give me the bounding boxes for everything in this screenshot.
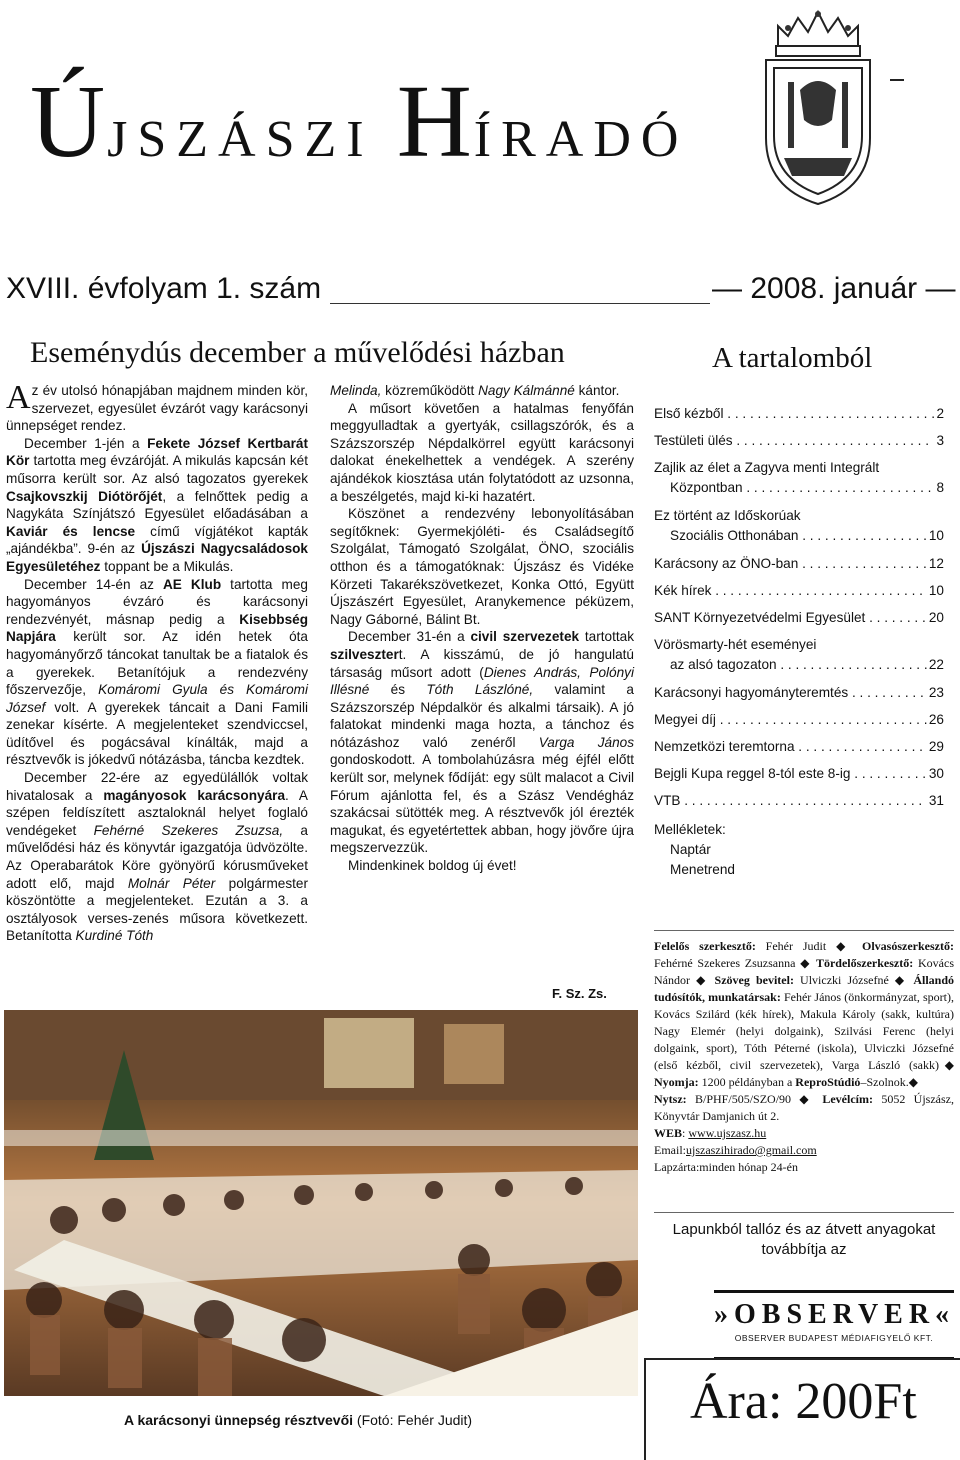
text: December 31-én a: [348, 629, 471, 645]
toc-label: VTB . . .: [654, 791, 927, 818]
credit-label: ReproStúdió: [795, 1075, 861, 1089]
text: és: [369, 682, 427, 698]
event-photo: [4, 1010, 638, 1396]
masthead-title: [30, 64, 720, 180]
article-paragraph: [330, 382, 634, 400]
text: a művelődési ház és könyvtár igazgatója üdvözölte. Az Operabarátok Köre gyönyörű kórusműveket adott elő, majd: [6, 822, 308, 891]
masthead-word2: ÍRADÓ: [473, 111, 689, 168]
text: tartottak: [579, 629, 635, 645]
divider: [654, 930, 954, 931]
masthead-initial-h: H: [396, 64, 474, 179]
toc-item: [654, 791, 944, 818]
supplement-item: Menetrend: [670, 862, 735, 877]
credit-value: 5052 Újszász, Könyvtár Damjanich út 2.: [654, 1092, 955, 1123]
credit-label: Tördelőszerkesztő:: [815, 956, 914, 970]
toc-item: [654, 635, 944, 683]
credit-label: Szöveg bevitel:: [714, 973, 794, 987]
text-italic: Komáromi Gyula és Komáromi József: [6, 682, 308, 715]
masthead-initial-u: Ú: [30, 64, 108, 179]
text: kántor.: [574, 383, 620, 398]
supplements-title: Mellékletek:: [654, 822, 726, 837]
toc-page: 26: [928, 712, 944, 727]
article-paragraph: [6, 435, 308, 576]
editorial-credits: Felelős szerkesztő: Fehér Judit ◆ Olvasószerkesztő: Fehérné Szekeres Zsuzsanna ◆ Tördelőszerkesztő: Kovács Nándor ◆ Szöveg bevitel: Ulviczki Józsefné ◆ Állandó tudósítók, munkatársak: Fehér János (önkormányzat, sport), Kovács Szilárd (kék hírek), Makula Károly (sakk, kultúra) Nagy Elemér (helyi dolgaink), Szilvási Ferenc (helyi dolgaink, sport), Tóth Péterné (iskola), Ulviczki Józsefné (első kézből, civil szervezetek), Varga László (sakk)◆ Nyomja: 1200 példányban a ReproStúdió–Szolnok.◆ Nytsz: B/PHF/505/SZO/90 ◆ Levélcím: 5052 Újszász, Könyvtár Damjanich út 2. WEB: www.ujszasz.hu Email:ujszaszihirado@gmail.com Lapzárta:minden hónap 24-én: [654, 939, 955, 1174]
text-italic: Tóth Lászlóné,: [426, 682, 534, 698]
article-headline: Eseménydús december a művelődési házban: [30, 336, 565, 369]
toc-item: [654, 431, 944, 458]
diamond-icon: ◆: [696, 973, 709, 987]
diamond-icon: ◆: [800, 956, 812, 970]
credit-label: Nyomja:: [654, 1075, 699, 1089]
toc-page: 20: [928, 610, 944, 625]
credit-value: Fehér Judit: [755, 939, 837, 953]
text: December 22-ére az egyedülállók voltak hivatalosak a: [6, 770, 308, 803]
toc-item: [654, 506, 944, 554]
toc-title: A tartalomból: [712, 342, 873, 374]
toc-item: [654, 683, 944, 710]
text: , a felnőttek pedig a Nagykáta Színjátszó Egyesület előadásában a: [6, 488, 308, 522]
credit-label: Állandó tudósítók, munkatársak:: [654, 973, 955, 1004]
toc-page: 29: [928, 739, 944, 754]
header-rule: [330, 303, 710, 304]
masthead-word1: JSZÁSZI: [107, 111, 374, 168]
credit-value: Fehérné Szekeres Zsuzsanna: [654, 956, 801, 970]
text-bold: AE Klub: [162, 576, 222, 592]
toc-page: 3: [936, 433, 944, 448]
text: toppant be a Mikulás.: [100, 558, 234, 574]
diamond-icon: ◆: [799, 1092, 814, 1106]
credit-label: WEB: [654, 1126, 683, 1140]
text-bold: Csajkovszkij Diótörőjét: [6, 488, 163, 504]
article-paragraph: [6, 769, 308, 945]
toc-label: Vörösmarty-hét eseményei: [654, 637, 817, 652]
toc-page: 22: [928, 657, 944, 672]
coat-of-arms-icon: [748, 8, 888, 208]
divider: [654, 1212, 954, 1213]
toc-label: SANT Környezetvédelmi Egyesület . . .: [654, 608, 927, 635]
article-paragraph: Mindenkinek boldog új évet!: [348, 858, 517, 874]
text-bold: Újszászi Nagycsaládosok Egyesületéhez: [6, 541, 308, 574]
toc-page: 2: [936, 406, 944, 421]
credit-label: Email:: [654, 1143, 686, 1157]
toc-label: Karácsonyi hagyományteremtés . . .: [654, 683, 927, 710]
text: volt. A gyerekek táncait a Dani Famili zenekar kísérte. A megjelenteket szendviccsel, üdítővel és pogácsával kínálták, majd a résztvevők is jókedvű nótázásba, táncba kezdtek.: [6, 699, 308, 768]
text-italic: Kurdiné Tóth: [75, 928, 154, 944]
toc-label: Zajlik az élet a Zagyva menti Integrált: [654, 460, 880, 475]
article-column-1: [6, 379, 308, 945]
text-italic: Dienes András, Polónyi Illésné: [330, 664, 634, 698]
text-bold: Kisebbség Napjára: [6, 611, 308, 645]
credit-value: Kovács Nándor: [654, 956, 954, 987]
credit-label: Nytsz:: [654, 1092, 687, 1106]
toc-label: Ez történt az Időskorúak: [654, 508, 801, 523]
supplement-item: Naptár: [670, 842, 711, 857]
issue-date: — 2008. január —: [712, 272, 956, 305]
credit-value: –Szolnok.: [860, 1075, 909, 1089]
toc-item: [654, 608, 944, 635]
text-italic: Nagy Kálmánné: [478, 383, 575, 398]
observer-note: Lapunkból tallóz és az átvett anyagokat továbbítja az: [672, 1221, 936, 1258]
text: került sor. Az idén hetek óta hagyományőrző táncokat tanultak be a fiatalok és a gyerekek. Betanítójuk a rendezvény főszervezője,: [6, 629, 308, 698]
credit-label: Olvasószerkesztő:: [862, 939, 954, 953]
diamond-icon: ◆: [836, 939, 853, 953]
toc-label: Bejgli Kupa reggel 8-tól este 8-ig . . .: [654, 764, 927, 791]
diamond-icon: ◆: [908, 1075, 919, 1089]
text-italic: Fehérné Szekeres Zsuzsa,: [93, 822, 284, 838]
text-italic: Molnár Péter: [127, 875, 216, 891]
deadline-note: Lapzárta:minden hónap 24-én: [654, 1160, 798, 1174]
toc-item: [654, 581, 944, 608]
text: című vígjátékot kapták „ajándékba”. 9-én az: [6, 523, 308, 557]
toc-label: Kék hírek . . .: [654, 581, 927, 608]
price: Ára: 200Ft: [690, 1373, 917, 1430]
text-italic: Varga János: [538, 734, 634, 750]
website-link[interactable]: www.ujszasz.hu: [688, 1126, 767, 1140]
credit-label: Levélcím:: [822, 1092, 873, 1106]
toc-item: [654, 554, 944, 581]
credit-value: Ulviczki Józsefné: [793, 973, 895, 987]
text: gondoskodott. A tombolahúzásra még éjfél előtt került sor, melynek fődíját: egy sült malacot a Civil Fórum ajánlotta fel, és a Szász Vendégház szakácsai sütötték meg. A résztvevők jól érezték magukat, és egyetértettek abban, hogy jövőre újra megszervezzük.: [330, 752, 634, 856]
toc-page: 31: [928, 793, 944, 808]
toc-label: Megyei díj . . .: [654, 710, 927, 737]
toc-item: [654, 737, 944, 764]
toc-page: 10: [928, 528, 944, 543]
diamond-icon: ◆: [938, 1058, 955, 1072]
text-italic: Melinda,: [330, 383, 382, 398]
article-column-2: [330, 382, 634, 875]
caption-credit: (Fotó: Fehér Judit): [353, 1412, 473, 1428]
issue-volume: XVIII. évfolyam 1. szám: [6, 272, 322, 305]
photo-caption: [124, 1412, 472, 1428]
text: . A szépen feldíszített asztaloknál helyet foglaló vendégeket: [6, 787, 308, 838]
article-paragraph: [6, 576, 308, 770]
diamond-icon: ◆: [894, 973, 908, 987]
credit-label: Felelős szerkesztő:: [654, 939, 756, 953]
paragraph-text: z év utolsó hónapjában majdnem minden kör, szervezet, egyesület évzárót vagy karácsonyi ünnepséget rendez.: [6, 383, 308, 434]
text-bold: magányosok karácsonyára: [103, 787, 286, 803]
article-paragraph: Köszönet a rendezvény lebonyolításában segítőknek: Gyermekjóléti- és Családsegítő Szolgálat, Támogató Szolgálat, ÖNO, szociális otthon és a támogatóknak: Újszász és Vidéke Körzeti Takarékszövetkezet, Konka Ottó, Együtt Újszászért Egyesület, Aranykemence péküzem, Nagy Gáborné, Bálint Bt.: [330, 506, 634, 627]
text-bold: Fekete József Kertbarát Kör: [6, 435, 308, 469]
toc-label: Nemzetközi teremtorna . . .: [654, 737, 927, 764]
text: December 14-én az: [24, 576, 163, 592]
observer-subtitle: OBSERVER BUDAPEST MÉDIAFIGYELŐ KFT.: [734, 1333, 934, 1343]
toc-item: [654, 458, 944, 506]
toc-page: 8: [936, 480, 944, 495]
article-signature: F. Sz. Zs.: [552, 986, 607, 1001]
text-bold: szilveszter: [330, 646, 399, 662]
text: valamint a Százszorszép Népdalkör és alkalmi társaik). A jó falatokat mindenki maga hozta, a tánchoz és nótázáshoz való zenéről: [330, 682, 634, 750]
article-paragraph: [330, 628, 634, 857]
table-of-contents: [654, 404, 944, 880]
email-link[interactable]: ujszaszihirado@gmail.com: [686, 1143, 817, 1157]
observer-logo: [714, 1290, 954, 1360]
toc-label: Első kézből . . .: [654, 404, 934, 431]
text-bold: Kaviár és lencse: [6, 523, 136, 539]
toc-page: 12: [928, 556, 944, 571]
toc-label: Karácsony az ÖNO-ban . . .: [654, 554, 927, 581]
text: tartotta meg évzáróját. A mikulás kapcsán két műsorra került sor. Az alsó tagozatos gyerekek: [6, 453, 308, 486]
observer-name: »OBSERVER«: [714, 1299, 956, 1330]
supplements: [654, 820, 944, 880]
text: December 1-jén a: [24, 435, 148, 451]
toc-label: Központban . . .: [670, 478, 936, 498]
toc-item: [654, 710, 944, 737]
toc-label: Szociális Otthonában . . .: [670, 526, 929, 546]
crest-rule: [890, 79, 904, 81]
credit-value: B/PHF/505/SZO/90: [686, 1092, 800, 1106]
text: t. A kisszámú, de jó hangulatú társaság műsort adott (: [330, 646, 634, 680]
text: közreműködött: [381, 383, 479, 398]
drop-cap: A: [6, 379, 31, 416]
toc-item: [654, 764, 944, 791]
text-bold: civil szervezetek: [470, 629, 580, 645]
credit-value: Fehér János (önkormányzat, sport), Kovács Szilárd (kék hírek), Makula Károly (sakk, kultúra) Nagy Elemér (helyi dolgaink), Szilvási Ferenc (helyi dolgaink, sport), Tóth Péterné (iskola), Ulviczki Józsefné (első kézből, civil szervezetek), Varga László (sakk): [654, 990, 955, 1072]
toc-label: az alsó tagozaton . . .: [670, 655, 929, 675]
toc-label: Testületi ülés . . .: [654, 431, 934, 458]
text: tartotta meg hagyományos évzáró és karácsonyi rendezvényét, másnap pedig a: [6, 576, 308, 627]
caption-bold: A karácsonyi ünnepség résztvevői: [124, 1412, 354, 1428]
credit-value: 1200 példányban a: [698, 1075, 796, 1089]
toc-page: 10: [928, 583, 944, 598]
text: polgármester köszöntötte a megjelenteket. Ezután a 3. a osztályosok verses-zenés műsora következett. Betanította: [6, 875, 308, 944]
toc-page: 23: [928, 685, 944, 700]
toc-page: 30: [928, 766, 944, 781]
article-paragraph: [6, 379, 308, 435]
toc-item: [654, 404, 944, 431]
article-paragraph: A műsort követően a hatalmas fenyőfán meggyulladtak a gyertyák, csillagszórók, és a Százszorszép Népdalkörrel együtt karácsonyi dalokat énekelhettek a vendégek. A szerény ajándékok kiosztása után folytatódott az uzsonna, a beszélgetés, majd ki-ki hazatért.: [330, 400, 634, 504]
